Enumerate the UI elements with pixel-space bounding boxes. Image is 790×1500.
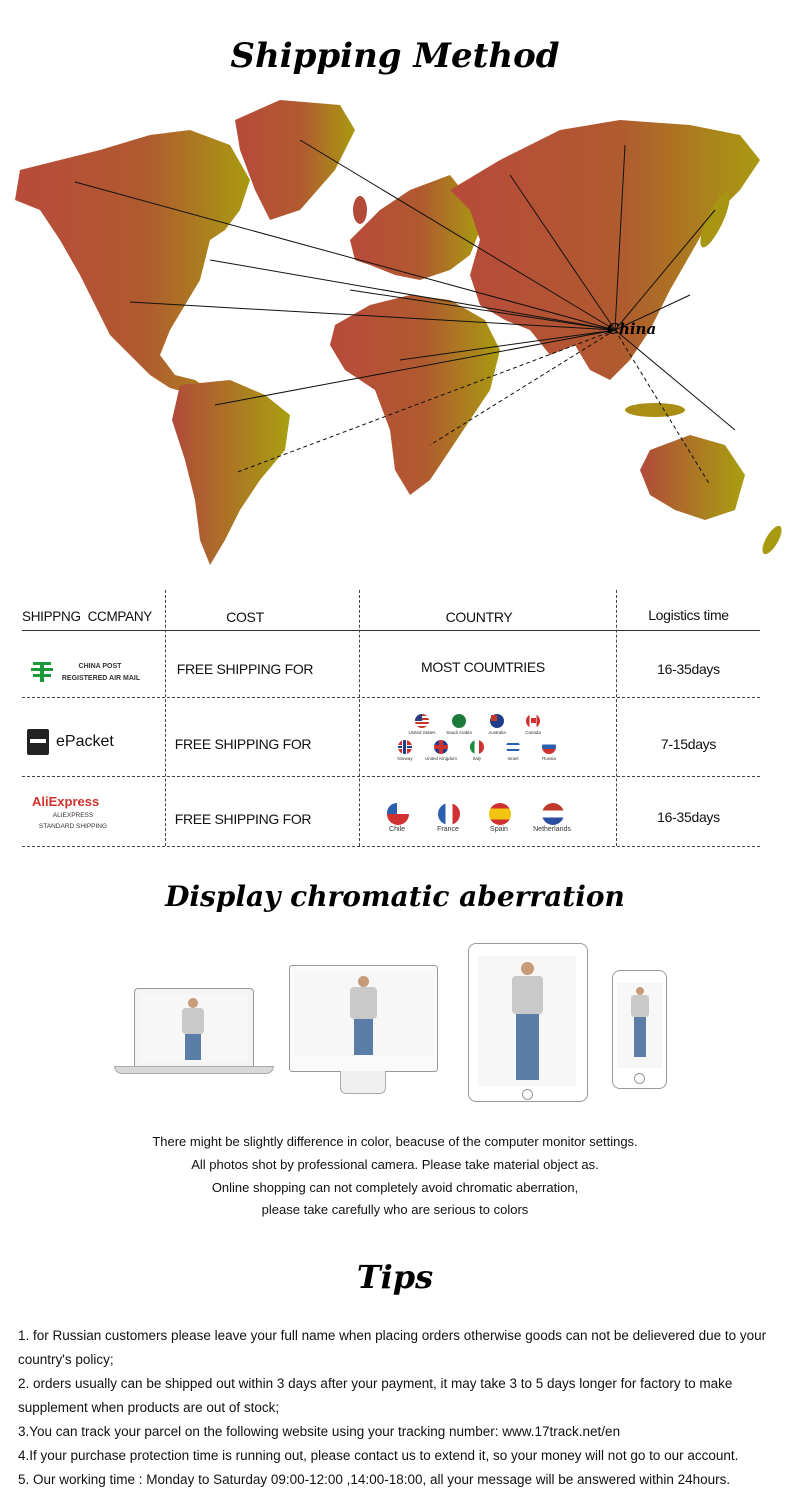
flag-label: Australia	[488, 730, 506, 735]
row2-cost: FREE SHIPPING FOR	[174, 736, 312, 752]
flag-united-kingdom-icon	[434, 740, 448, 754]
china-post-line2: REGISTERED AIR MAIL	[61, 675, 141, 682]
tip-line: 2. orders usually can be shipped out within 3 days after your payment, it may take 3 to 5 days longer for factory to make	[18, 1376, 733, 1391]
display-chromatic-title: Display chromatic aberration	[165, 880, 625, 913]
model-photo	[617, 983, 662, 1068]
tip-line: 5. Our working time : Monday to Saturday 09:00-12:00 ,14:00-18:00, all your message will be answered within 24hours.	[18, 1472, 731, 1487]
flag-netherlands-icon	[542, 803, 564, 825]
iphone-device	[612, 970, 667, 1089]
flag-label: Saudi Arabia	[446, 730, 472, 735]
header-cost: COST	[226, 609, 264, 625]
flag-label: France	[437, 826, 459, 833]
table-row-rule	[22, 776, 760, 777]
flag-spain-icon	[489, 803, 511, 825]
flag-label: Netherlands	[533, 826, 571, 833]
row1-time: 16-35days	[657, 661, 720, 677]
laptop-base	[114, 1066, 274, 1074]
imac-stand	[340, 1071, 386, 1094]
row1-country: MOST COUMTRIES	[421, 659, 545, 675]
south-america-shape	[172, 380, 290, 565]
north-america-shape	[15, 130, 250, 395]
tip-line: 3.You can track your parcel on the following website using your tracking number: www.17track.net/en	[18, 1424, 621, 1439]
africa-shape	[330, 295, 500, 495]
table-col-divider	[359, 590, 360, 846]
flag-label: Italy	[472, 756, 482, 761]
flag-france-icon	[438, 803, 460, 825]
newzealand-shape	[759, 523, 785, 557]
aliexpress-line2: STANDARD SHIPPING	[38, 823, 108, 830]
flag-label: Chile	[389, 826, 405, 833]
flag-united-states-icon	[415, 714, 429, 728]
flag-israel-icon	[506, 740, 520, 754]
row2-time: 7-15days	[660, 736, 717, 752]
imac-device	[289, 965, 438, 1072]
ipad-device	[468, 943, 588, 1102]
world-map	[0, 90, 790, 570]
shipping-method-title: Shipping Method	[230, 36, 560, 76]
flag-label: Norway	[397, 756, 413, 761]
table-row-rule	[22, 697, 760, 698]
flag-label: United Kingdom	[424, 756, 458, 761]
asia-shape	[450, 120, 760, 380]
greenland-shape	[235, 100, 355, 220]
flag-label: Spain	[490, 826, 508, 833]
note-line: please take carefully who are serious to colors	[261, 1202, 529, 1217]
laptop-device	[134, 988, 254, 1068]
table-bottom-rule	[22, 846, 760, 847]
note-line: All photos shot by professional camera. Please take material object as.	[191, 1157, 599, 1172]
row3-time: 16-35days	[657, 809, 720, 825]
flag-australia-icon	[490, 714, 504, 728]
header-shipping-company: SHIPPNG CCMPANY	[22, 609, 152, 624]
flag-label: Canada	[525, 730, 541, 735]
tip-line: country's policy;	[18, 1352, 114, 1367]
header-country: COUNTRY	[445, 609, 513, 625]
china-map-label: China	[607, 320, 657, 338]
australia-shape	[640, 435, 745, 520]
aliexpress-brand: AliExpress	[32, 794, 100, 809]
china-post-line1: CHINA POST	[78, 663, 122, 670]
iphone-home-button	[634, 1073, 645, 1084]
flag-label: United States	[408, 730, 436, 735]
table-col-divider	[165, 590, 166, 846]
uk-shape	[353, 196, 367, 224]
china-post-icon	[30, 660, 54, 684]
model-photo	[140, 994, 248, 1062]
tip-line: 1. for Russian customers please leave your full name when placing orders otherwise goods can not be delievered due to your	[18, 1328, 767, 1343]
china-post-logo	[30, 660, 54, 684]
tip-line: 4.If your purchase protection time is running out, please contact us to extend it, so your money will not go to our account.	[18, 1448, 739, 1463]
note-line: There might be slightly difference in color, beacuse of the computer monitor settings.	[152, 1134, 638, 1149]
header-logistics-time: Logistics time	[648, 607, 729, 623]
table-col-divider	[616, 590, 617, 846]
ipad-home-button	[522, 1089, 533, 1100]
tip-line: supplement when products are out of stock;	[18, 1400, 280, 1415]
flag-label: Israel	[507, 756, 519, 761]
flag-canada-icon	[526, 714, 540, 728]
tips-title: Tips	[356, 1258, 434, 1296]
row3-cost: FREE SHIPPING FOR	[174, 811, 312, 827]
epacket-logo-icon	[27, 729, 49, 755]
flag-chile-icon	[387, 803, 409, 825]
indonesia-shape	[625, 403, 685, 417]
flag-saudi-arabia-icon	[452, 714, 466, 728]
flag-norway-icon	[398, 740, 412, 754]
note-line: Online shopping can not completely avoid chromatic aberration,	[211, 1180, 579, 1195]
model-photo	[478, 956, 576, 1086]
table-header-rule	[22, 630, 760, 631]
epacket-label: ePacket	[56, 733, 114, 750]
flag-italy-icon	[470, 740, 484, 754]
model-photo	[294, 970, 433, 1056]
flag-label: Russia	[542, 756, 556, 761]
row1-cost: FREE SHIPPING FOR	[176, 661, 314, 677]
flag-russia-icon	[542, 740, 556, 754]
aliexpress-line1: ALIEXPRESS	[52, 812, 94, 819]
